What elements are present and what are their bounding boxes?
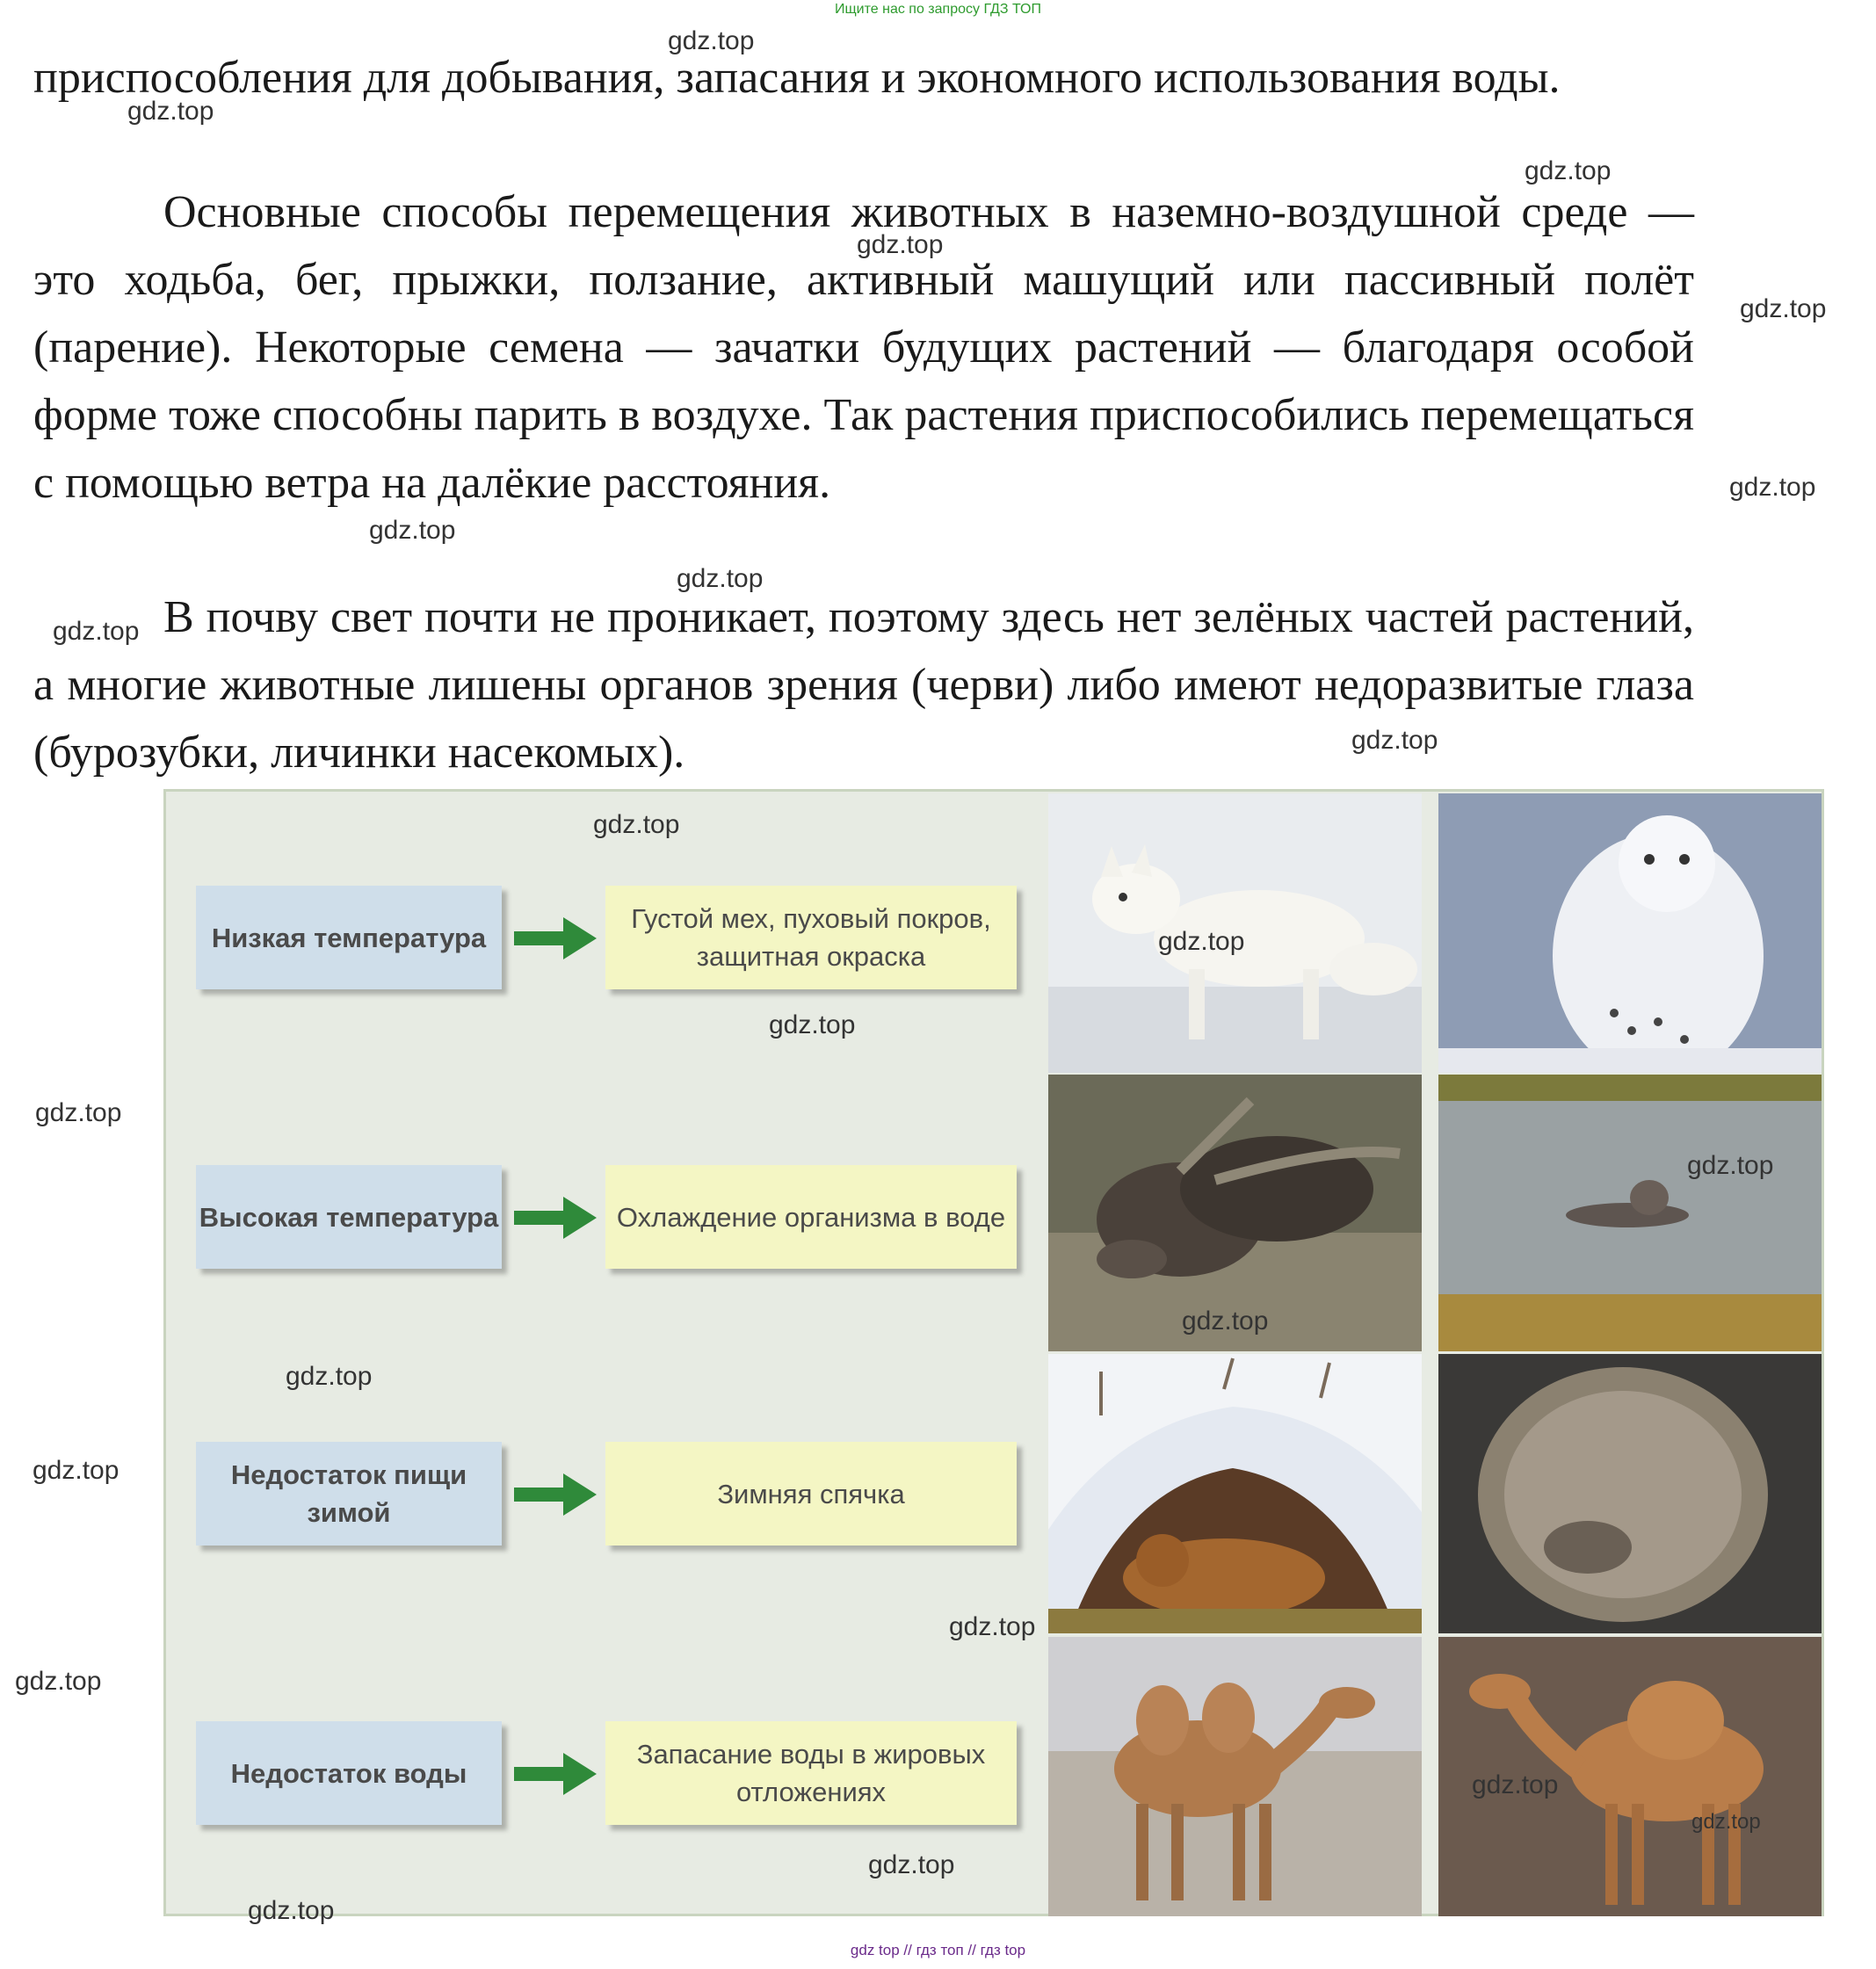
paragraph-water-adaptations: приспособления для добывания, запасания и экономного использования воды. xyxy=(33,53,1561,103)
effect-box: Густой мех, пуховый покров, защитная окраска xyxy=(605,886,1017,989)
watermark: gdz.top xyxy=(1740,294,1827,323)
watermark: gdz.top xyxy=(1525,156,1612,185)
watermark: gdz.top xyxy=(15,1667,102,1696)
watermark: gdz.top xyxy=(248,1896,335,1925)
watermark: gdz.top xyxy=(677,564,764,593)
adaptation-row-cold xyxy=(196,886,1022,1000)
paragraph-soil-light: В почву свет почти не проникает, поэтому здесь нет зелёных частей растений, а многие животные лишены органов зрения (черви) либо имеют недоразвитые глаза (бурозубки, личинки насекомых). xyxy=(33,592,1694,778)
effect-box: Зимняя спячка xyxy=(605,1442,1017,1546)
watermark: gdz.top xyxy=(769,1010,856,1039)
watermark: gdz.top xyxy=(668,26,755,55)
cause-box: Низкая температура xyxy=(196,886,502,989)
watermark: gdz.top xyxy=(1691,1810,1761,1834)
watermark: gdz.top xyxy=(1472,1770,1559,1799)
watermark: gdz.top xyxy=(1729,473,1816,502)
snowy-owl-photo xyxy=(1438,793,1822,1073)
hibernating-bear-photo xyxy=(1048,1354,1422,1633)
adaptation-row-heat xyxy=(196,1165,1022,1279)
watermark: gdz.top xyxy=(1158,927,1245,956)
cause-box: Недостаток воды xyxy=(196,1721,502,1825)
bactrian-camel-photo xyxy=(1048,1637,1422,1916)
hedgehog-photo xyxy=(1438,1354,1822,1633)
watermark: gdz.top xyxy=(33,1456,120,1485)
paragraph-locomotion: Основные способы перемещения животных в наземно-воздушной среде — это ходьба, бег, прыжки, ползание, активный машущий или пассивный полёт (парение). Некоторые семена — зачатки будущих растений — благодаря особой форме тоже способны парить в воздухе. Так растения приспособились перемещаться с помощью ветра на далёкие расстояния. xyxy=(33,187,1694,508)
watermark: gdz.top xyxy=(1182,1307,1269,1336)
watermark: gdz.top xyxy=(127,97,214,126)
adaptation-row-water xyxy=(196,1721,1022,1835)
hippopotamus-photo xyxy=(1438,1075,1822,1351)
arrow-right-icon xyxy=(512,912,600,965)
top-banner[interactable]: Ищите нас по запросу ГДЗ ТОП xyxy=(835,2,1041,17)
effect-box: Охлаждение организма в воде xyxy=(605,1165,1017,1269)
adaptations-figure xyxy=(163,789,1824,1916)
watermark: gdz.top xyxy=(949,1612,1036,1641)
watermark: gdz.top xyxy=(593,810,680,839)
watermark: gdz.top xyxy=(286,1362,373,1391)
watermark: gdz.top xyxy=(868,1850,955,1879)
arrow-right-icon xyxy=(512,1191,600,1244)
watermark: gdz.top xyxy=(35,1098,122,1127)
arrow-right-icon xyxy=(512,1468,600,1521)
watermark: gdz.top xyxy=(1687,1151,1774,1180)
watermark: gdz.top xyxy=(857,230,944,259)
adaptation-row-food xyxy=(196,1442,1022,1556)
arrow-right-icon xyxy=(512,1748,600,1800)
watermark: gdz.top xyxy=(53,617,140,646)
footer-links[interactable]: gdz top // гдз топ // гдз top xyxy=(850,1942,1026,1958)
effect-box: Запасание воды в жировых отложениях xyxy=(605,1721,1017,1825)
watermark: gdz.top xyxy=(369,516,456,545)
cause-box: Недостаток пищи зимой xyxy=(196,1442,502,1546)
cause-box: Высокая температура xyxy=(196,1165,502,1269)
watermark: gdz.top xyxy=(1351,726,1438,755)
